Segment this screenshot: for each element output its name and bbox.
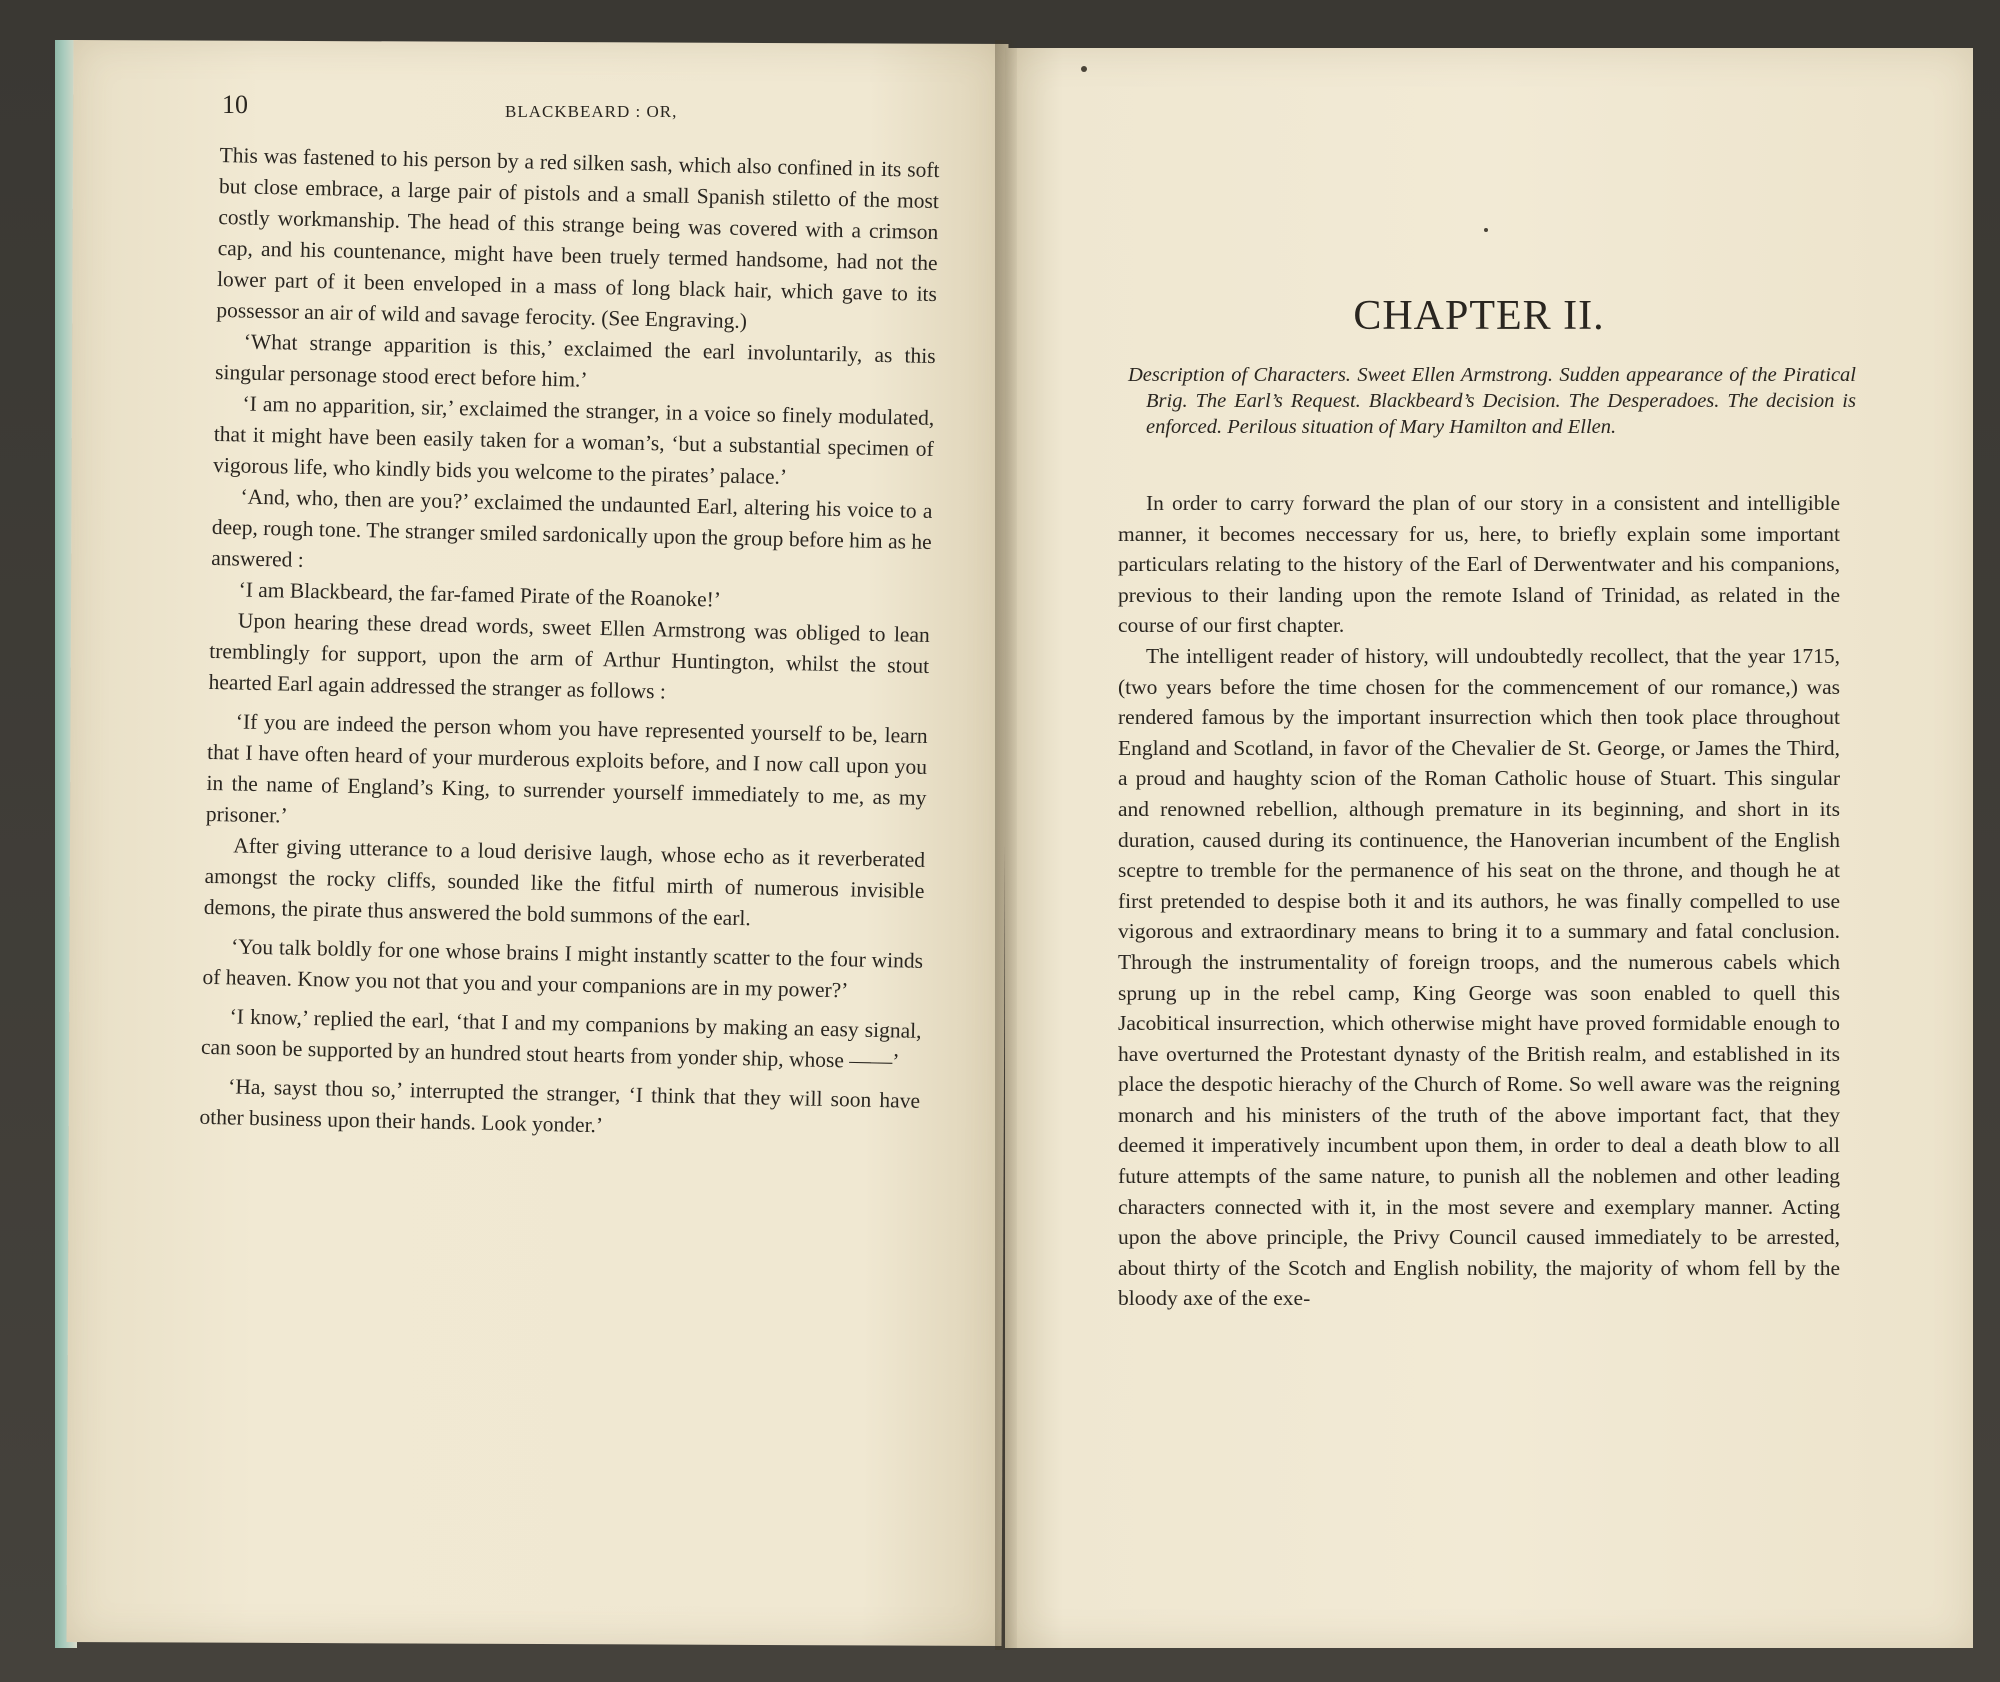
right-page-body [1118,488,1840,1314]
left-page-body [199,140,940,1148]
book-gutter [995,40,1017,1650]
left-paragraph-1: This was fastened to his person by a red silken sash, which also confined in its soft but close embrace, a large pair of pistols and a small Spanish stiletto of the most costly workmanship. The head of this strange being was covered with a crimson cap, and his countenance, might have been truely termed handsome, had not the lower part of it been enveloped in a mass of long black hair, which gave to its possessor an air of wild and savage ferocity. (See Engraving.) [216,142,940,334]
right-paragraph-1: In order to carry forward the plan of our story in a consistent and intelligible manner, it becomes neccessary for us, here, to briefly explain some important particulars relating to the history of the Earl of Derwentwater and his companions, previous to their landing upon the remote Island of Trinidad, as related in the course of our first chapter. [1118,491,1840,638]
left-paragraph-4: ‘And, who, then are you?’ exclaimed the undaunted Earl, altering his voice to a deep, rough tone. The stranger smiled sardonically upon the group before him as he answered : [210,484,933,572]
left-paragraph-7: ‘If you are indeed the person whom you have represented yourself to be, learn that I have often heard of your murderous exploits before, and I now call upon you in the name of England’s King, to surrender yourself immediately to me, as my prisoner.’ [205,709,928,828]
left-paragraph-11: ‘Ha, sayst thou so,’ interrupted the stranger, ‘I think that they will soon have other business upon their hands. Look yonder.’ [199,1074,921,1138]
left-page-number: 10 [222,90,248,119]
left-running-head: BLACKBEARD : OR, [505,102,678,121]
ink-speck [1081,66,1087,72]
left-paragraph-6: Upon hearing these dread words, sweet Ellen Armstrong was obliged to lean tremblingly for support, upon the arm of Arthur Huntington, whilst the stout hearted Earl again addressed the stranger as follows : [208,608,931,704]
left-paragraph-10: ‘I know,’ replied the earl, ‘that I and my companions by making an easy signal, can soon be supported by an hundred stout hearts from yonder ship, whose ——’ [200,1004,922,1074]
chapter-title: CHAPTER II. [1353,293,1605,339]
ink-speck [1484,228,1488,232]
left-paragraph-2: ‘What strange apparition is this,’ exclaimed the earl involuntarily, as this singular personage stood erect before him.’ [214,329,936,392]
left-paragraph-5: ‘I am Blackbeard, the far-famed Pirate of the Roanoke!’ [238,577,722,612]
left-paragraph-3: ‘I am no apparition, sir,’ exclaimed the stranger, in a voice so finely modulated, that it might have been easily taken for a woman’s, ‘but a substantial specimen of vigorous life, who kindly bids you welcome to the pirates’ palace.’ [212,391,935,489]
left-paragraph-9: ‘You talk boldly for one whose brains I might instantly scatter to the four winds of heaven. Know you not that you and your companions are in my power?’ [202,934,924,1003]
right-paragraph-2: The intelligent reader of history, will undoubtedly recollect, that the year 1715, (two years before the time chosen for the commencement of our romance,) was rendered famous by the important insurrection which then took place throughout England and Scotland, in favor of the Chevalier de St. George, or James the Third, a proud and haughty scion of the Roman Catholic house of Stuart. This singular and renowned rebellion, although premature in its beginning, and short in its duration, caused during its continuence, the Hanoverian incumbent of the English sceptre to tremble for the permanence of his seat on the throne, and though he at first pretended to despise both it and its authors, he was finally compelled to use vigorous and extraordinary means to bring it to a summary and fatal conclusion. Through the instrumentality of foreign troops, and the numerous cabels which sprung up in the rebel camp, King George was soon enabled to quell this Jacobitical insurrection, which otherwise might have proved formidable enough to have overturned the Protestant dynasty of the British realm, and established in its place the despotic hierachy of the Church of Rome. So well aware was the reigning monarch and his ministers of the truth of the above important fact, that they deemed it imperatively incumbent upon them, in order to deal a death blow to all future attempts of the same nature, to punish all the noblemen and other leading characters connected with it, in the most severe and exemplary manner. Acting upon the above principle, the Privy Council caused immediately to be arrested, about thirty of the Scotch and English nobility, the majority of whom fell by the bloody axe of the exe- [1118,643,1840,1311]
left-paragraph-8: After giving utterance to a loud derisive laugh, whose echo as it reverberated amongst the rocky cliffs, sounded like the fitful mirth of numerous invisible demons, the pirate thus answered the bold summons of the earl. [203,833,926,931]
chapter-synopsis: Description of Characters. Sweet Ellen Armstrong. Sudden appearance of the Piratical Brig. The Earl’s Request. Blackbeard’s Decision. The Desperadoes. The decision is enforced. Perilous situation of Mary Hamilton and Ellen. [1128,364,1856,438]
